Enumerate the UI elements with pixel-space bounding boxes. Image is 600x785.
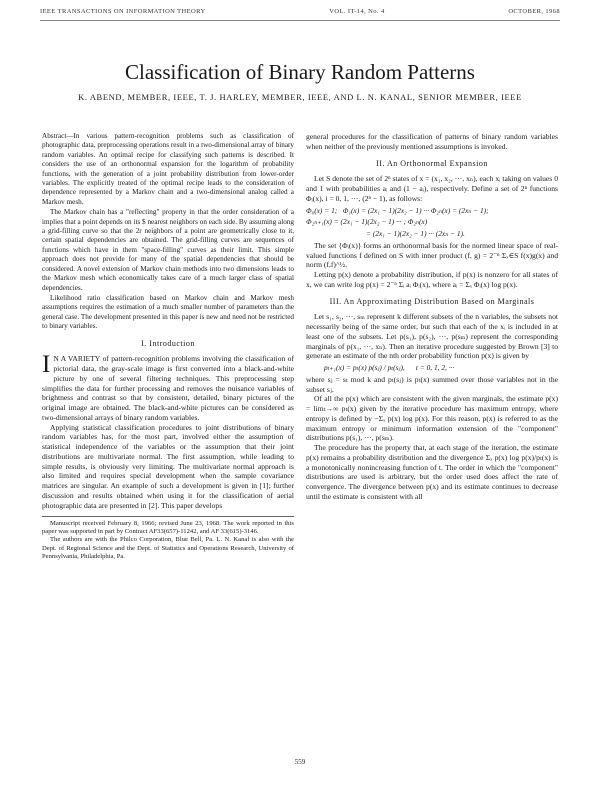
abstract-paragraph: The Markov chain has a "reflecting" property in that the order consideration of a implies that a point depends on its $ nearest neighbors on each side. By assuming along a grid-filling curve so that the 2r neighbors of a point are geometrically close to it, certain spatial dependencies are obtained. The grid-filling curves are sequences of functions which have in them "space-filling" curves as their limit. This simple approach does not provide for many of the spatial dependencies that should be considered. A novel extension of Markov chain methods into two dimensions leads to the Markov mesh which economically takes care of a much larger class of spatial dependencies. [42, 208, 294, 292]
left-column [42, 132, 294, 561]
drop-cap: I [42, 351, 51, 379]
body-paragraph: where sⱼ = sₜ mod k and pₜ(sⱼ) is pₜ(x) summed over those variables not in the subset sⱼ. [306, 374, 558, 394]
footnote-affiliation: The authors are with the Philco Corporation, Blue Bell, Pa. L. N. Kanal is also with the Dept. of Regional Science and the Dept. of Statistics and Operations Research, University of Pennsylvania, Philadelphia, Pa. [42, 536, 294, 560]
introduction-body [42, 351, 294, 510]
page-number: 559 [294, 758, 306, 766]
intro-paragraph-text: of pattern-recognition problems involving the classification of pictorial data, the gray-scale image is first converted into a black-and-white picture by one of several filtering techniques. This preprocessing step simplifies the data for further processing and removes the nuisance variables of brightness and contrast so that by consistent, detailed, binary pictures of the original image are obtained. The black-and-white pictures can be considered as two-dimensional arrays of binary random variables. [42, 354, 294, 422]
body-paragraph: Let s₁, s₂, ···, sₘ represent k different subsets of the n variables, the subsets not necessarily being of the same order, but such that each of the xᵢ is included in at least one of the subsets. Let p(s₁), p(s₂), ···, p(sₘ) represent the corresponding marginals of p(x₁, ···, xₙ). Then an iterative procedure suggested by Brown [3] to generate an estimate of the nth order probability function p(x) is given by [306, 312, 558, 361]
running-header [40, 8, 560, 15]
body-paragraph: Let S denote the set of 2ⁿ states of x = (x₁, x₂, ···, xₙ), each xᵢ taking on values 0 and 1 with probabilities aᵢ and (1 − aᵢ), respectively. Define a set of 2ⁿ functions Φᵢ(x), i = 0, 1, ···, (2ⁿ − 1), as follows: [306, 174, 558, 203]
body-paragraph: The set {Φᵢ(x)} forms an orthonormal basis for the normed linear space of real-valued functions f defined on S with inner product (f, g) = 2⁻ⁿ Σₓ∈S f(x)g(x) and norm (f,f)^½. [306, 240, 558, 270]
abstract [42, 132, 294, 332]
equation-2: Φ₂ₙ₊₁(x) = (2x₁ − 1)(2x₂ − 1) ··· ; Φ₂ₙ(x) [306, 217, 428, 227]
equation-1: Φ₀(x) = 1; Φ₁(x) = (2x₁ − 1)(2x₂ − 1) ··· Φ₂ₙ(x) = (2xₙ − 1); [306, 205, 489, 215]
abstract-paragraph: Abstract—In various pattern-recognition problems such as classification of photographic data, preprocessing operations result in a two-dimensional array of binary random variables. An optimal recipe for classifying such patterns is described. It considers the use of an orthonormal expansion for the logarithm of probability functions, with the generation of a joint probability distribution from lower-order variables. The explicitly treated of the optimal recipe leads to the consideration of dependence represented by a Markov chain and a two-dimensional analog called a Markov mesh. [42, 132, 294, 206]
right-column [306, 132, 558, 502]
equation-4: pₜ₊₁(x) = pₜ(x) p(sⱼ) / pₜ(sⱼ), t = 0, 1, 2, ··· [324, 363, 455, 372]
intro-paragraph: Applying statistical classification procedures to joint distributions of binary random variables has, for the most part, involved either the assumption of statistical independence of the variables or the assumption that their joint distributions are multivariate normal. The first assumption, while leading to simple results, is obviously very limiting. The multivariate normal approach is also limited and requires special development when the sample covariance matrices are singular. An example of such a development is given in [1]; further discussion and results obtained when using it for the classification of aerial photographic data are presented in [2]. This paper develops [42, 422, 294, 510]
footnote-received: Manuscript received February 8, 1966; revised June 23, 1968. The work reported in this paper was supported in part by Contract AF33(657)-11242, and AF 33(615)-3146. [42, 520, 294, 536]
body-paragraph: Of all the p(x) which are consistent with the given marginals, the estimate p(x) = limₜ→∞ pₜ(x) given by the iterative procedure has maximum entropy, where entropy is defined by −Σₓ p(x) log p(x). For this reason, p(x) is referred to as the maximum entropy or minimum information extension of the "component" distributions p(s₁), ···, p(sₘ). [306, 394, 558, 443]
equation-3: = (2x₁ − 1)(2x₂ − 1) ··· (2xₙ − 1). [366, 229, 465, 238]
author-line: K. ABEND, MEMBER, IEEE, T. J. HARLEY, MEMBER, IEEE, AND L. N. KANAL, SENIOR MEMBER, IEEE [78, 92, 522, 102]
footnote [42, 516, 294, 560]
header-rule [40, 20, 560, 21]
paper-title: Classification of Binary Random Patterns [125, 60, 475, 84]
intro-paragraph [42, 351, 294, 422]
volume-issue: VOL. IT-14, No. 4 [329, 8, 385, 15]
body-paragraph: Letting p(x) denote a probability distribution, if p(x) is nonzero for all states of x, we can write log p(x) = 2⁻ⁿ Σᵢ aᵢ Φᵢ(x), where aᵢ = Σₓ Φᵢ(x) log p(x). [306, 270, 558, 289]
journal-name: IEEE TRANSACTIONS ON INFORMATION THEORY [40, 8, 206, 15]
issue-date: OCTOBER, 1968 [508, 8, 560, 15]
body-paragraph: The procedure has the property that, at each stage of the iteration, the estimate p(x) remains a probability distribution and the divergence Σₓ p(x) log p(x)/pₜ(x) is a monotonically nonincreasing function of t. The order in which the "component" distributions are used is arbitrary, but the order used does affect the rate of convergence. The divergence between p(x) and its estimate continues to decrease until the estimate is consistent with all [306, 443, 558, 501]
intro-lead-words: N A VARIETY [53, 354, 101, 364]
abstract-paragraph: Likelihood ratio classification based on Markov chain and Markov mesh assumptions requires the estimation of a much smaller number of parameters than the general case. The development presented in this paper is new and need not be restricted to binary variables. [42, 293, 294, 331]
body-paragraph: general procedures for the classification of patterns of binary random variables when neither of the previously mentioned assumptions is invoked. [306, 132, 558, 151]
section-heading-orthonormal: II. An Orthonormal Expansion [376, 158, 488, 168]
section-heading-introduction: I. Introduction [141, 338, 195, 348]
section-heading-approximating: III. An Approximating Distribution Based on Marginals [329, 296, 535, 306]
